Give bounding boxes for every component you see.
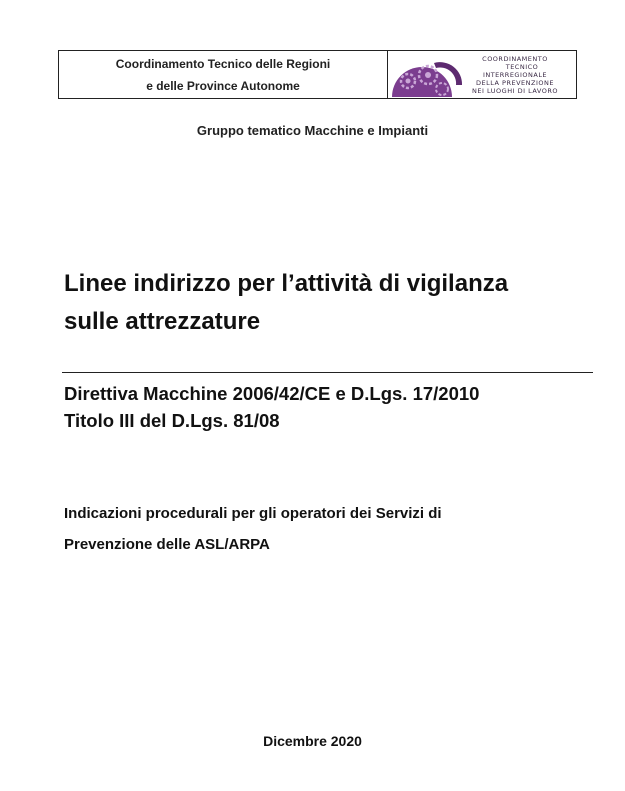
indications-line-1: Indicazioni procedurali per gli operatori dei Servizi di [64, 505, 442, 522]
org-line-2: e delle Province Autonome [146, 78, 300, 93]
directive-subtitle [64, 380, 594, 434]
directive-line-1: Direttiva Macchine 2006/42/CE e D.Lgs. 17/2010 [64, 383, 480, 404]
procedural-indications [64, 498, 594, 560]
title-line-2: sulle attrezzature [64, 308, 261, 335]
title-divider [62, 372, 593, 373]
publication-date: Dicembre 2020 [263, 733, 362, 749]
logo-line-1: COORDINAMENTO [482, 55, 548, 63]
logo-text [460, 55, 570, 95]
logo-line-4: DELLA PREVENZIONE [476, 79, 554, 87]
header-organization [59, 51, 388, 98]
org-line-1: Coordinamento Tecnico delle Regioni [115, 56, 331, 71]
title-line-1: Linee indirizzo per l’attività di vigilanza [64, 270, 509, 297]
indications-line-2: Prevenzione delle ASL/ARPA [64, 536, 270, 553]
coordination-logo-icon [390, 55, 470, 97]
directive-line-2: Titolo III del D.Lgs. 81/08 [64, 410, 280, 431]
header-logo-area [388, 51, 576, 98]
logo-line-3: INTERREGIONALE [482, 71, 548, 79]
logo-line-5: NEI LUOGHI DI LAVORO [472, 87, 558, 95]
group-title: Gruppo tematico Macchine e Impianti [196, 123, 429, 138]
logo-line-2: TECNICO [505, 63, 539, 71]
header-box [58, 50, 577, 99]
document-title [64, 265, 584, 341]
